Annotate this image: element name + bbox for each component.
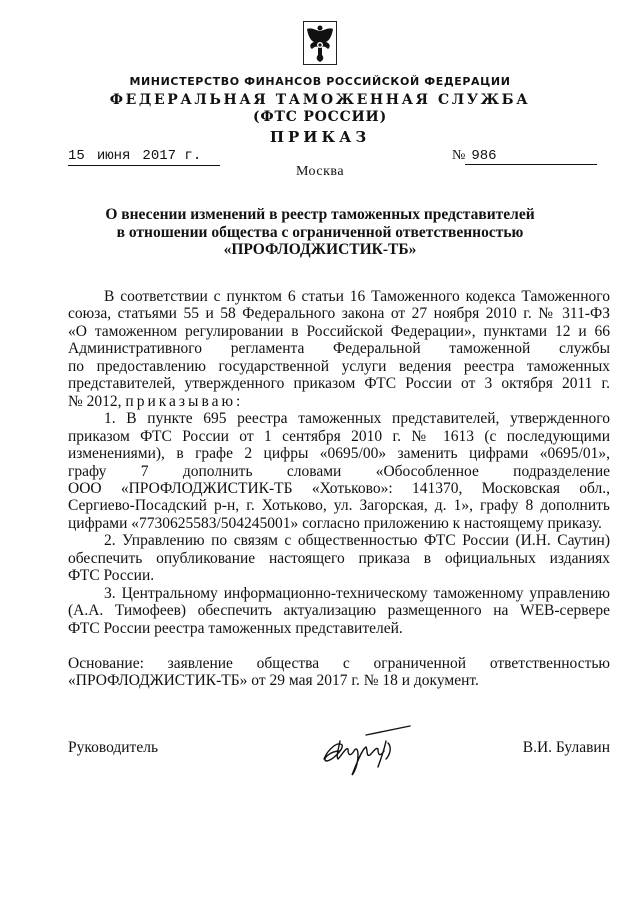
item-1-paragraph — [68, 410, 610, 532]
text-line: (А.А. Тимофеев) обеспечить актуализацию размещенного на WEB-сервере — [68, 602, 610, 620]
item-3-paragraph — [68, 585, 610, 637]
text-line: Административного регламента Федеральной таможенной службы — [68, 340, 610, 358]
title-line: «ПРОФЛОДЖИСТИК-ТБ» — [223, 241, 417, 258]
date-month: июня — [96, 148, 131, 164]
text-line: ФТС России. — [68, 567, 155, 585]
text-line: ФТС России реестра таможенных представителей. — [68, 619, 403, 637]
number-sign: № — [452, 148, 466, 163]
text-line: цифрами «7730625583/504245001» согласно приложению к настоящему приказу. — [68, 514, 602, 532]
text-line: Сергиево-Посадский р-н, г. Хотьково, ул. Загорская, д. 1», графу 8 дополнить — [68, 497, 610, 515]
text-line: изменениями), в графе 2 цифры «0695/00» заменить цифрами «0695/01», — [68, 445, 610, 463]
text-line: союза, статьями 55 и 58 Федерального закона от 27 ноября 2010 г. № 311-ФЗ — [68, 305, 610, 323]
text-line: ООО «ПРОФЛОДЖИСТИК-ТБ «Хотьково»: 141370, Московская обл., — [68, 479, 610, 497]
text-line: по предоставлению государственной услуги ведения реестра таможенных — [68, 357, 610, 375]
title-line: О внесении изменений в реестр таможенных представителей — [105, 206, 535, 223]
item-2-paragraph — [68, 532, 610, 584]
document-title — [0, 206, 640, 259]
text-line: 2. Управлению по связям с общественностью ФТС России (И.Н. Саутин) — [104, 532, 610, 550]
date-year: 2017 г. — [142, 148, 202, 164]
document-body — [68, 288, 610, 689]
text-line: обеспечить опубликование настоящего приказа в официальных изданиях — [68, 549, 610, 567]
text-line: графу 7 дополнить словами «Обособленное подразделение — [68, 462, 610, 480]
title-line: в отношении общества с ограниченной ответственностью — [116, 223, 524, 241]
text-line — [68, 393, 610, 410]
service-name: ФЕДЕРАЛЬНАЯ ТАМОЖЕННАЯ СЛУЖБА — [109, 92, 531, 108]
text-line: представителей, утвержденного приказом ФТС России от 3 октября 2011 г. — [68, 375, 610, 393]
order-word: приказываю: — [125, 392, 244, 410]
date-day: 15 — [68, 148, 85, 164]
signer-role: Руководитель — [68, 739, 159, 756]
text-line: 1. В пункте 695 реестра таможенных представителей, утвержденного — [104, 410, 610, 428]
service-abbreviation: (ФТС РОССИИ) — [252, 109, 388, 125]
text-line: Основание: заявление общества с ограниченной ответственностью — [68, 654, 610, 672]
signer-name: В.И. Булавин — [522, 739, 610, 756]
number-value: 986 — [465, 148, 597, 165]
preamble-paragraph — [68, 288, 610, 410]
text-line: «ПРОФЛОДЖИСТИК-ТБ» от 29 мая 2017 г. № 18 и документ. — [68, 671, 479, 689]
basis-paragraph — [68, 655, 610, 690]
coat-of-arms-icon — [303, 21, 337, 65]
document-type: ПРИКАЗ — [269, 128, 371, 146]
order-reference: № 2012, — [68, 392, 122, 410]
order-number — [452, 148, 608, 165]
text-line: 3. Центральному информационно-техническому таможенному управлению — [104, 584, 610, 602]
ministry-name: МИНИСТЕРСТВО ФИНАНСОВ РОССИЙСКОЙ ФЕДЕРАЦИИ — [129, 75, 511, 88]
handwritten-signature — [318, 725, 418, 777]
text-line: В соответствии с пунктом 6 статьи 16 Таможенного кодекса Таможенного — [104, 288, 610, 305]
text-line: «О таможенном регулировании в Российской Федерации», пунктами 12 и 66 — [68, 322, 610, 340]
text-line: приказом ФТС России от 1 сентября 2010 г. № 1613 (с последующими — [68, 427, 610, 445]
city: Москва — [295, 164, 345, 179]
